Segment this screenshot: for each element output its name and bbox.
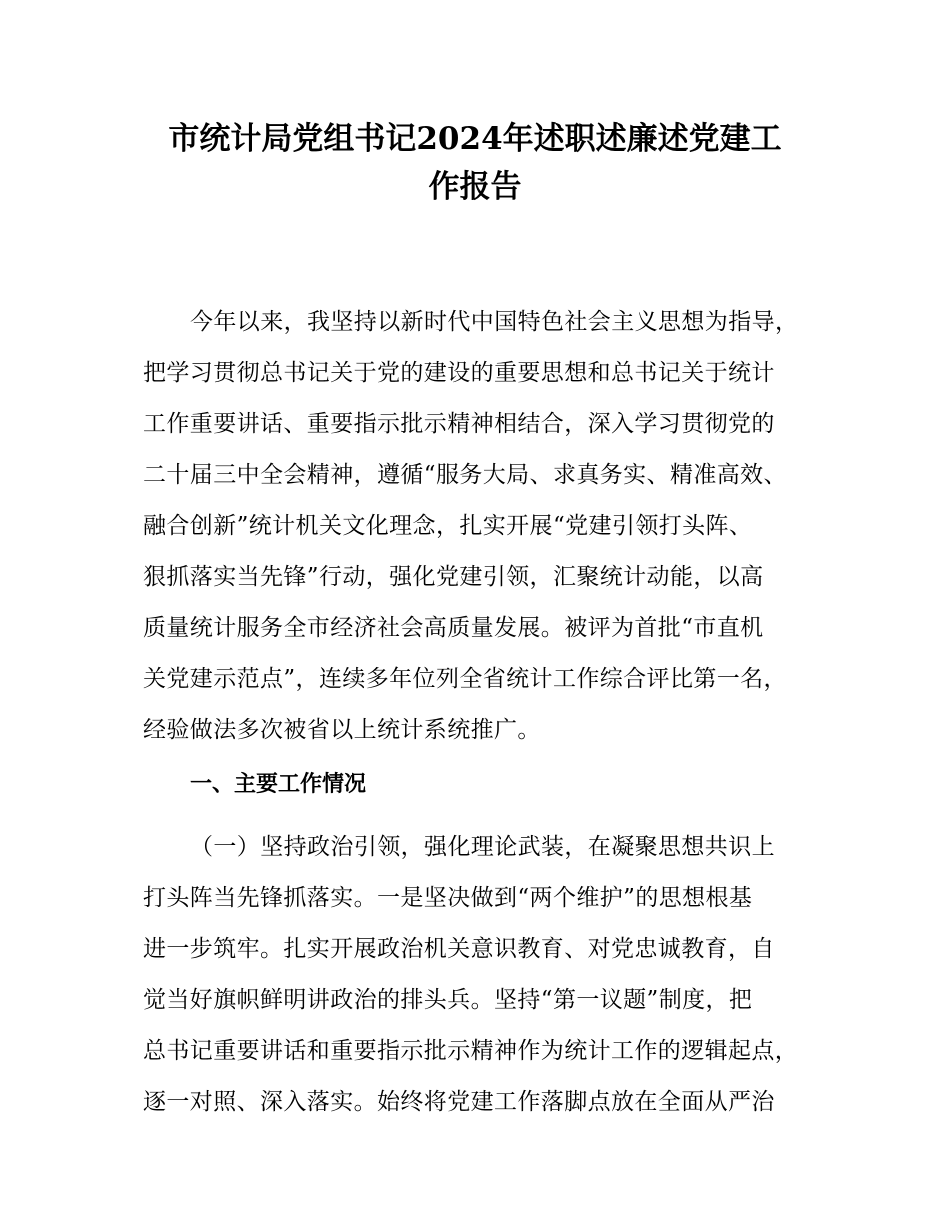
section-heading: 一、主要工作情况 [190,772,367,797]
intro-paragraph-line: 狠抓落实当先锋”行动，强化党建引领，汇聚统计动能，以高 [143,564,764,590]
section-paragraph-line: 进一步筑牢。扎实开展政治机关意识教育、对党忠诚教育，自 [143,936,775,962]
document-title-line-1: 市统计局党组书记2024年述职述廉述党建工 [168,121,782,157]
section-paragraph-line: 逐一对照、深入落实。始终将党建工作落脚点放在全面从严治 [143,1089,775,1115]
document-title-line-2: 作报告 [428,169,522,205]
section-paragraph-line: 总书记重要讲话和重要指示批示精神作为统计工作的逻辑起点， [143,1038,799,1064]
intro-paragraph-line: 关党建示范点”，连续多年位列全省统计工作综合评比第一名， [143,666,787,692]
intro-paragraph-line: 把学习贯彻总书记关于党的建设的重要思想和总书记关于统计 [143,360,775,386]
section-paragraph-line: （一）坚持政治引领，强化理论武装，在凝聚思想共识上 [190,834,775,860]
intro-paragraph-line: 质量统计服务全市经济社会高质量发展。被评为首批“市直机 [143,615,764,641]
intro-paragraph-line: 经验做法多次被省以上统计系统推广。 [143,717,541,743]
intro-paragraph-line: 二十届三中全会精神，遵循“服务大局、求真务实、精准高效、 [143,462,787,488]
intro-paragraph-line: 今年以来，我坚持以新时代中国特色社会主义思想为指导， [190,309,799,335]
section-paragraph-line: 打头阵当先锋抓落实。一是坚决做到“两个维护”的思想根基 [143,885,753,911]
intro-paragraph-line: 工作重要讲话、重要指示批示精神相结合，深入学习贯彻党的 [143,411,775,437]
section-paragraph-line: 觉当好旗帜鲜明讲政治的排头兵。坚持“第一议题”制度，把 [143,987,753,1013]
intro-paragraph-line: 融合创新”统计机关文化理念，扎实开展“党建引领打头阵、 [143,513,753,539]
